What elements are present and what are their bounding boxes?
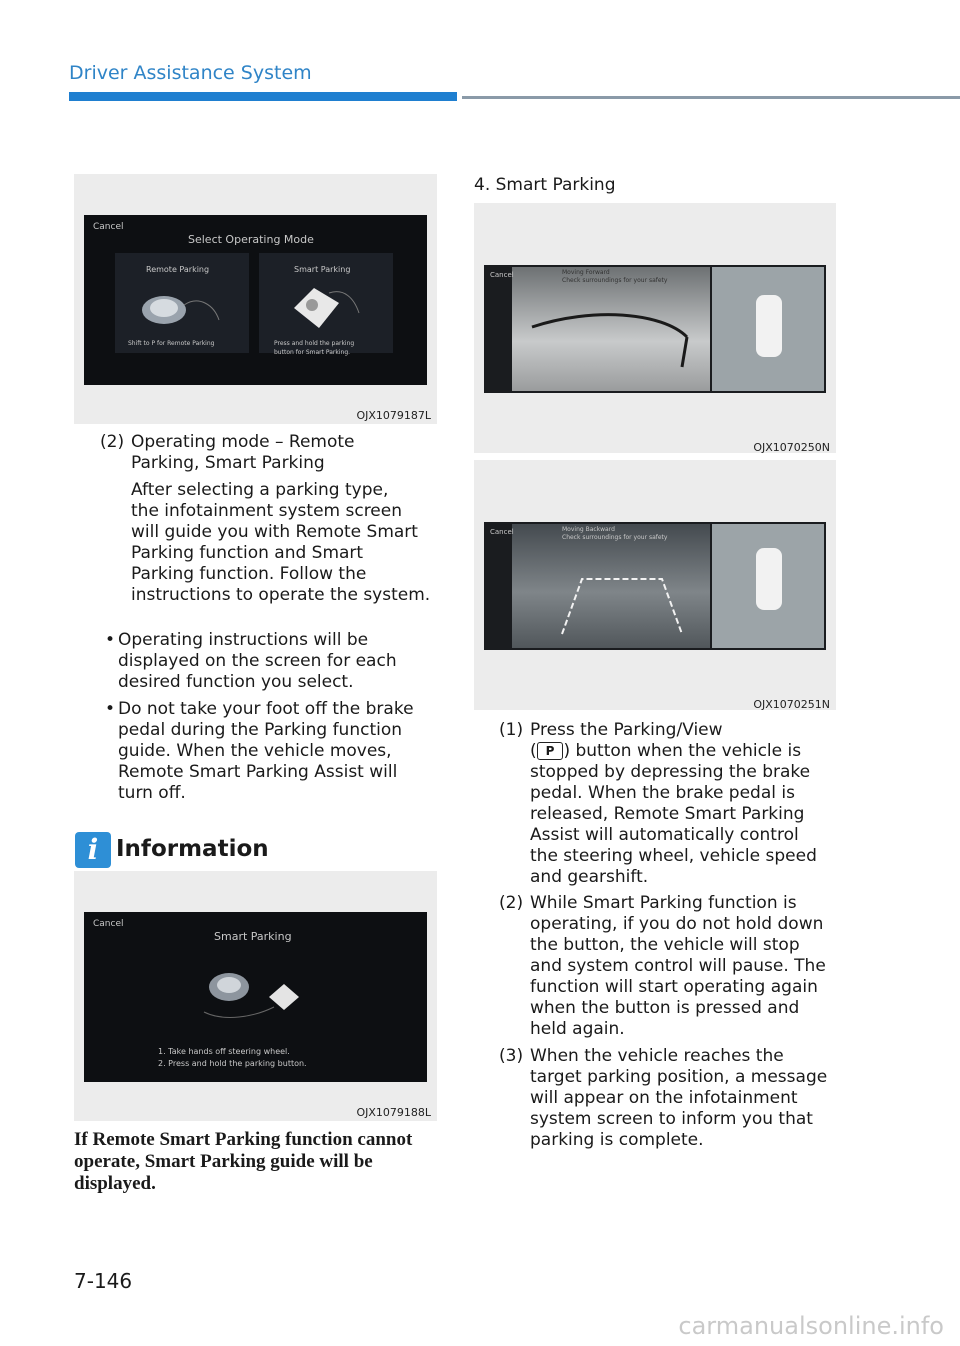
smart-parking-hint-2: button for Smart Parking. bbox=[274, 349, 351, 356]
item-number: (2) bbox=[100, 432, 125, 452]
item-line: released, Remote Smart Parking bbox=[530, 804, 805, 824]
paragraph-line: will guide you with Remote Smart bbox=[131, 522, 418, 542]
figure-caption: OJX1079188L bbox=[356, 1106, 431, 1119]
smart-parking-hint-1: Press and hold the parking bbox=[274, 340, 355, 347]
item-line-with-button bbox=[530, 741, 801, 762]
paragraph-line: After selecting a parking type, bbox=[131, 480, 389, 500]
smart-key-hand-icon bbox=[194, 962, 324, 1032]
screen-title: Smart Parking bbox=[214, 930, 292, 943]
vehicle-icon bbox=[756, 295, 782, 357]
item-line: While Smart Parking function is bbox=[530, 893, 797, 913]
paren-open: ( bbox=[530, 741, 537, 761]
cancel-button: Cancel bbox=[490, 271, 514, 279]
item-line: parking is complete. bbox=[530, 1130, 704, 1150]
item-line: Press the Parking/View bbox=[530, 720, 723, 740]
item-title-line: Operating mode – Remote bbox=[131, 432, 355, 452]
smart-parking-label: Smart Parking bbox=[294, 265, 351, 274]
item-number: (2) bbox=[499, 893, 524, 913]
infotainment-screen bbox=[84, 912, 427, 1082]
figure-caption: OJX1070251N bbox=[753, 698, 830, 711]
infotainment-screen bbox=[484, 522, 826, 650]
bullet-line: displayed on the screen for each bbox=[118, 651, 397, 671]
bullet: • bbox=[105, 630, 116, 650]
item-line: target parking position, a message bbox=[530, 1067, 828, 1087]
item-number: (3) bbox=[499, 1046, 524, 1066]
section-heading: 4. Smart Parking bbox=[474, 175, 616, 195]
top-view bbox=[712, 524, 824, 648]
paragraph-line: Parking function. Follow the bbox=[131, 564, 367, 584]
remote-parking-hint: Shift to P for Remote Parking bbox=[128, 340, 215, 347]
item-line-tail: ) button when the vehicle is bbox=[563, 741, 802, 761]
item-line: system screen to inform you that bbox=[530, 1109, 813, 1129]
bullet-line: Operating instructions will be bbox=[118, 630, 369, 650]
page-number: 7-146 bbox=[74, 1269, 133, 1293]
status-message: Moving Forward bbox=[562, 269, 610, 276]
bullet-line: pedal during the Parking function bbox=[118, 720, 403, 740]
header-accent-bar bbox=[69, 92, 457, 101]
item-line: held again. bbox=[530, 1019, 625, 1039]
watermark: carmanualsonline.info bbox=[678, 1312, 944, 1340]
item-line: operating, if you do not hold down bbox=[530, 914, 824, 934]
figure-moving-backward bbox=[474, 460, 836, 710]
item-line: the button, the vehicle will stop bbox=[530, 935, 800, 955]
paragraph-line: the infotainment system screen bbox=[131, 501, 403, 521]
section-header-title: Driver Assistance System bbox=[69, 62, 312, 84]
bullet: • bbox=[105, 699, 116, 719]
bullet-line: desired function you select. bbox=[118, 672, 354, 692]
item-line: and system control will pause. The bbox=[530, 956, 826, 976]
status-submessage: Check surroundings for your safety bbox=[562, 277, 668, 284]
information-heading: Information bbox=[116, 836, 269, 862]
item-line: the steering wheel, vehicle speed bbox=[530, 846, 817, 866]
item-line: function will start operating again bbox=[530, 977, 818, 997]
instruction-step-1: 1. Take hands off steering wheel. bbox=[158, 1047, 290, 1056]
figure-caption: OJX1070250N bbox=[753, 441, 830, 454]
item-line: When the vehicle reaches the bbox=[530, 1046, 784, 1066]
remote-parking-label: Remote Parking bbox=[146, 265, 210, 274]
figure-caption: OJX1079187L bbox=[356, 409, 431, 422]
guide-line bbox=[512, 267, 710, 391]
figure-smart-parking-guide bbox=[74, 871, 437, 1121]
cancel-button: Cancel bbox=[490, 528, 514, 536]
parking-view-button-icon: P bbox=[537, 742, 564, 760]
information-icon: i bbox=[75, 832, 111, 868]
infotainment-screen bbox=[484, 265, 826, 393]
bullet-line: Remote Smart Parking Assist will bbox=[118, 762, 398, 782]
instruction-step-2: 2. Press and hold the parking button. bbox=[158, 1059, 307, 1068]
parking-guide-box bbox=[512, 524, 710, 648]
item-line: stopped by depressing the brake bbox=[530, 762, 811, 782]
item-line: pedal. When the brake pedal is bbox=[530, 783, 795, 803]
item-line: will appear on the infotainment bbox=[530, 1088, 798, 1108]
infotainment-screen bbox=[84, 215, 427, 385]
note-line: If Remote Smart Parking function cannot bbox=[74, 1129, 413, 1150]
cancel-button: Cancel bbox=[93, 222, 124, 232]
paragraph-line: instructions to operate the system. bbox=[131, 585, 431, 605]
parking-button-hand-icon bbox=[284, 283, 364, 333]
bullet-line: Do not take your foot off the brake bbox=[118, 699, 414, 719]
header-rule bbox=[462, 96, 960, 99]
cancel-button: Cancel bbox=[93, 919, 124, 929]
screen-title: Select Operating Mode bbox=[188, 233, 314, 246]
item-line: and gearshift. bbox=[530, 867, 649, 887]
figure-moving-forward bbox=[474, 203, 836, 453]
paragraph-line: Parking function and Smart bbox=[131, 543, 364, 563]
item-number: (1) bbox=[499, 720, 524, 740]
bullet-line: turn off. bbox=[118, 783, 186, 803]
figure-select-operating-mode bbox=[74, 174, 437, 424]
item-line: Assist will automatically control bbox=[530, 825, 799, 845]
item-title-line: Parking, Smart Parking bbox=[131, 453, 325, 473]
status-message: Moving Backward bbox=[562, 526, 615, 533]
top-view bbox=[712, 267, 824, 391]
note-line: operate, Smart Parking guide will be bbox=[74, 1151, 373, 1172]
smart-key-icon bbox=[134, 285, 224, 335]
vehicle-icon bbox=[756, 548, 782, 610]
bullet-line: guide. When the vehicle moves, bbox=[118, 741, 392, 761]
note-line: displayed. bbox=[74, 1173, 156, 1194]
status-submessage: Check surroundings for your safety bbox=[562, 534, 668, 541]
item-line: when the button is pressed and bbox=[530, 998, 800, 1018]
